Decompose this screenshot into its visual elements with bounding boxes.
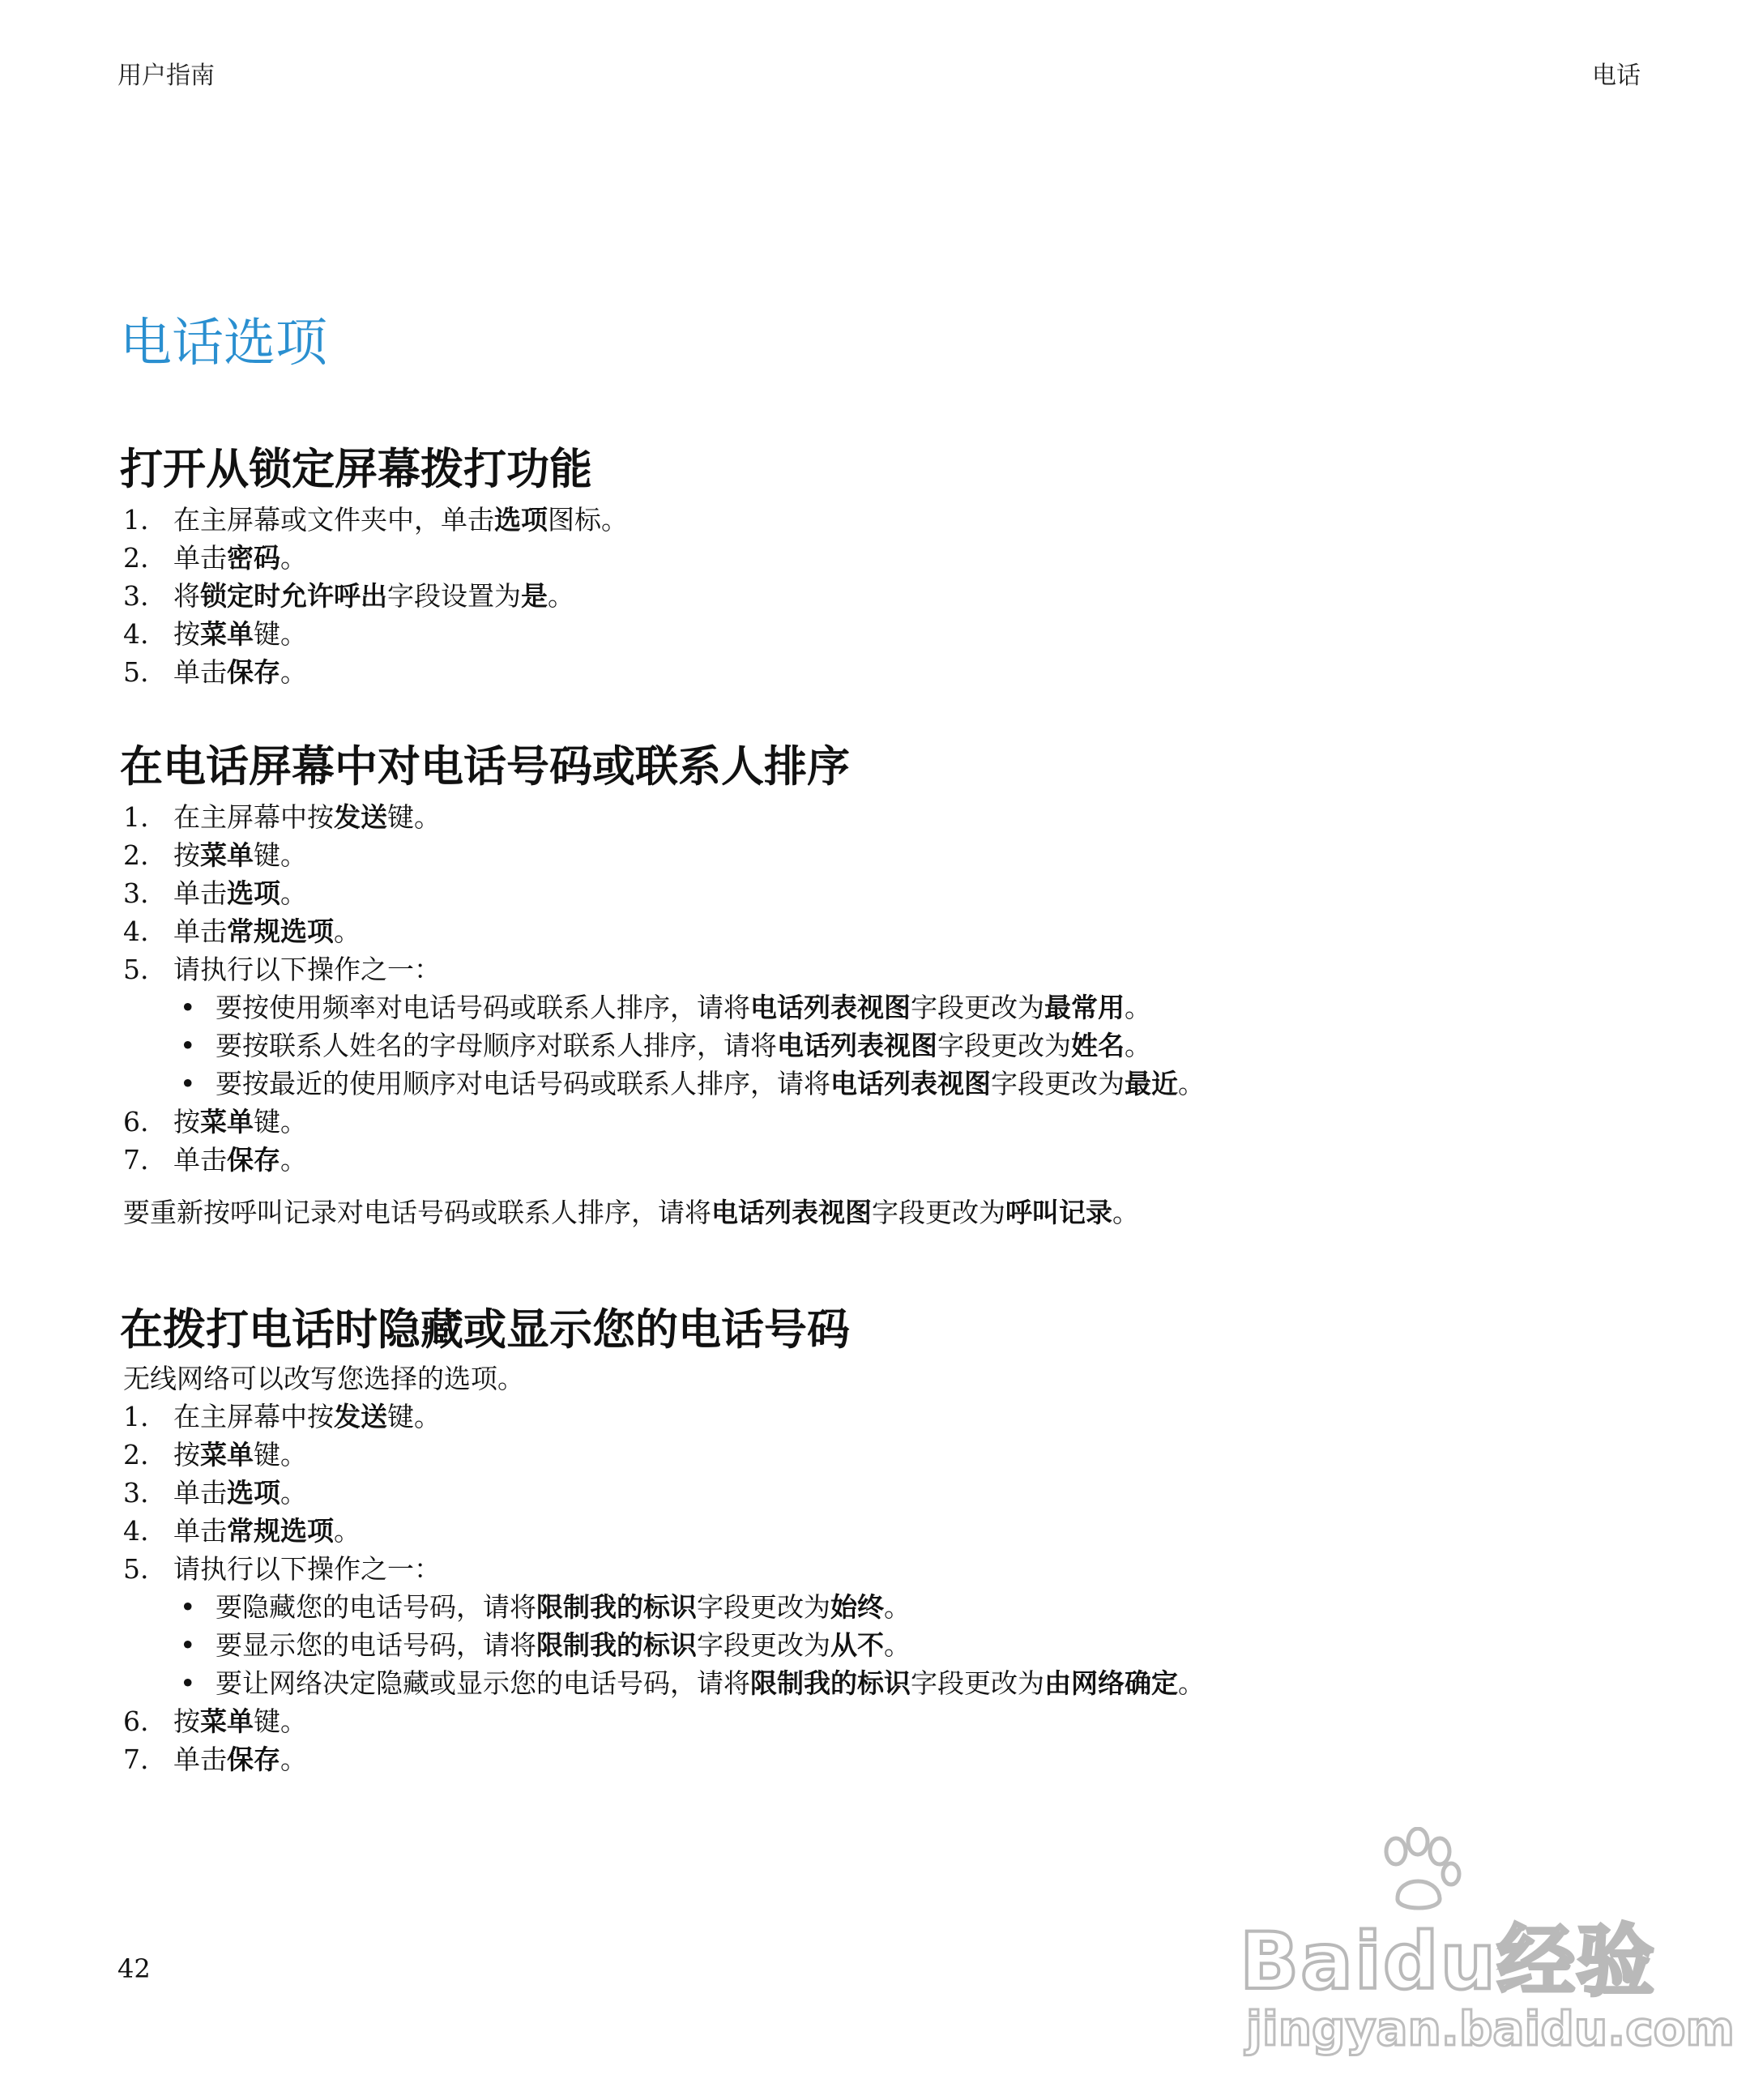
section-sort-numbers [120,742,1659,1231]
page-number: 42 [117,1953,151,1984]
sub-options-list [173,1588,1659,1702]
step-number: 5. [123,954,149,985]
step-number: 1. [123,504,149,536]
step-item: 4. 按菜单键。 [120,615,1659,653]
section-heading: 在拨打电话时隐藏或显示您的电话号码 [120,1305,850,1355]
step-item: 2. 单击密码。 [120,539,1659,577]
page-title: 电话选项 [120,314,327,373]
step-item: 4. 单击常规选项。 [120,1512,1659,1550]
step-item: 6. 按菜单键。 [120,1702,1659,1740]
sort-note: 要重新按呼叫记录对电话号码或联系人排序，请将电话列表视图字段更改为呼叫记录。 [123,1197,1139,1228]
step-number: 4. [123,1515,149,1547]
bullet-glyph: • [180,992,196,1023]
step-number: 2. [123,542,149,574]
bullet-glyph: • [180,1667,196,1699]
step-item: 2. 按菜单键。 [120,1436,1659,1474]
watermark-url: jingyan.baidu.com [1246,2001,1735,2056]
running-header-right: 电话 [1592,62,1641,90]
step-number: 2. [123,1439,149,1470]
step-item: 3. 单击选项。 [120,1474,1659,1512]
step-item: 6. 按菜单键。 [120,1103,1659,1141]
step-number: 5. [123,656,149,688]
step-number: 7. [123,1744,149,1775]
section-heading: 在电话屏幕中对电话号码或联系人排序 [120,742,850,792]
step-item: 3. 将锁定时允许呼出字段设置为是。 [120,577,1659,615]
sub-options-list [173,988,1659,1103]
sub-option-item: • 要按联系人姓名的字母顺序对联系人排序，请将电话列表视图字段更改为姓名。 [173,1027,1659,1065]
step-item: 3. 单击选项。 [120,874,1659,912]
step-number: 6. [123,1106,149,1138]
step-item: 1. 在主屏幕中按发送键。 [120,798,1659,836]
sub-option-item: • 要隐藏您的电话号码，请将限制我的标识字段更改为始终。 [173,1588,1659,1626]
step-number: 3. [123,580,149,612]
step-number: 3. [123,877,149,909]
section-intro: 无线网络可以改写您选择的选项。 [123,1363,524,1394]
running-header-left: 用户指南 [117,62,215,90]
step-number: 4. [123,618,149,650]
step-item: 4. 单击常规选项。 [120,912,1659,950]
bullet-glyph: • [180,1030,196,1061]
bullet-glyph: • [180,1068,196,1099]
watermark-logo-text: Baidu经验 [1240,1916,1656,2007]
bullet-glyph: • [180,1629,196,1661]
step-number: 6. [123,1705,149,1737]
sub-option-item: • 要按最近的使用顺序对电话号码或联系人排序，请将电话列表视图字段更改为最近。 [173,1065,1659,1103]
steps-list [120,1398,1659,1778]
step-item: 7. 单击保存。 [120,1740,1659,1778]
section-heading: 打开从锁定屏幕拨打功能 [120,445,592,494]
step-item: 5. 单击保存。 [120,653,1659,691]
bullet-glyph: • [180,1591,196,1623]
step-number: 7. [123,1144,149,1176]
step-item: 1. 在主屏幕或文件夹中，单击选项图标。 [120,501,1659,539]
baidu-watermark [1240,1827,1735,2070]
step-number: 1. [123,1401,149,1432]
steps-list [120,798,1659,1179]
step-item: 2. 按菜单键。 [120,836,1659,874]
step-item: 7. 单击保存。 [120,1141,1659,1179]
section-unlock-dialing [120,445,1659,691]
sub-option-item: • 要显示您的电话号码，请将限制我的标识字段更改为从不。 [173,1626,1659,1664]
sub-option-item: • 要按使用频率对电话号码或联系人排序，请将电话列表视图字段更改为最常用。 [173,988,1659,1027]
step-number: 4. [123,916,149,947]
step-number: 5. [123,1553,149,1585]
step-item: 5. 请执行以下操作之一： • 要按使用频率对电话号码或联系人排序，请将电话列表视图字段更改为最常用。 • 要按联系人姓名的字母顺序对联系人排序，请将电话列表视图字段更改为姓名。 • 要按最近的使用顺序对电话号码或联系人排序，请将电话列表视图字段更改为最近。 [120,950,1659,1103]
sub-option-item: • 要让网络决定隐藏或显示您的电话号码，请将限制我的标识字段更改为由网络确定。 [173,1664,1659,1702]
step-number: 3. [123,1477,149,1509]
step-item: 5. 请执行以下操作之一： • 要隐藏您的电话号码，请将限制我的标识字段更改为始终。 • 要显示您的电话号码，请将限制我的标识字段更改为从不。 • 要让网络决定隐藏或显示您的电话号码，请将限制我的标识字段更改为由网络确定。 [120,1550,1659,1702]
step-item: 1. 在主屏幕中按发送键。 [120,1398,1659,1436]
step-number: 1. [123,801,149,833]
steps-list [120,501,1659,691]
section-hide-number [120,1305,1659,1778]
step-number: 2. [123,839,149,871]
